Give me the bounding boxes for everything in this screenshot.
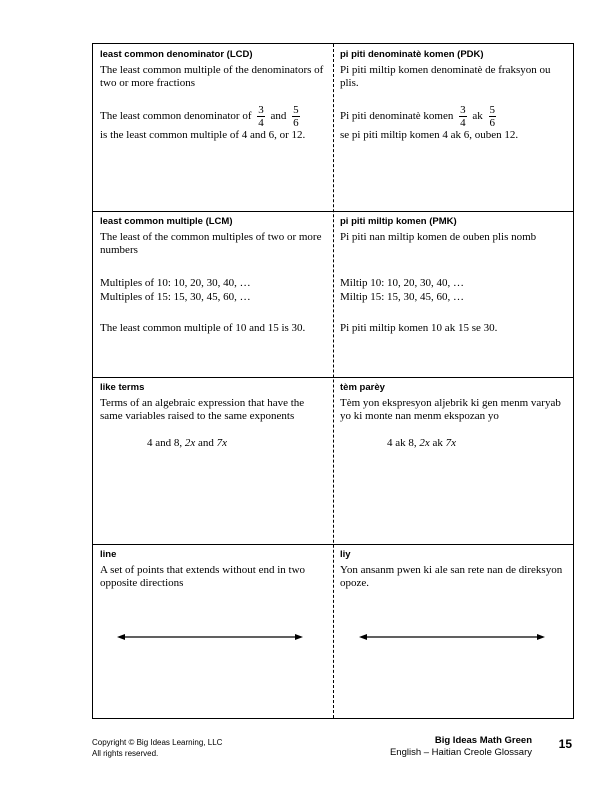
term-example — [100, 104, 326, 142]
fraction — [489, 104, 497, 129]
entry-lcm-creole — [333, 211, 575, 377]
fraction — [459, 104, 467, 129]
term-title: liy — [340, 549, 351, 560]
example-text: ak — [432, 437, 443, 449]
term-definition: The least common multiple of the denominators of two or more fractions — [100, 64, 324, 89]
denominator: 4 — [258, 117, 264, 129]
term-definition: Pi piti nan miltip komen de ouben plis nomb — [340, 231, 537, 243]
fraction — [257, 104, 265, 129]
entry-line-english — [93, 544, 333, 720]
example-variable: 2x — [419, 437, 430, 449]
entry-lcm-english — [93, 211, 333, 377]
example-text: se pi piti miltip komen 4 ak 6, ouben 12. — [340, 129, 519, 141]
entry-like-terms-english — [93, 377, 333, 544]
example-text: The least common denominator of — [100, 110, 252, 123]
example-line: Miltip 10: 10, 20, 30, 40, … — [340, 277, 465, 289]
example-line: Multiples of 15: 15, 30, 45, 60, … — [100, 291, 251, 303]
example-text: ak — [472, 110, 483, 123]
entry-like-terms-creole — [333, 377, 575, 544]
denominator: 6 — [489, 117, 495, 129]
term-title: like terms — [100, 382, 145, 393]
copyright-text: Copyright © Big Ideas Learning, LLC — [92, 738, 223, 747]
numerator: 3 — [460, 104, 466, 116]
term-definition: Tèm yon ekspresyon aljebrik ki gen menm varyab yo ki monte nan menm ekspozan yo — [340, 397, 561, 422]
term-title: pi piti miltip komen (PMK) — [340, 216, 457, 227]
term-title: least common denominator (LCD) — [100, 49, 253, 60]
example-line: The least common multiple of 10 and 15 is 30. — [100, 322, 306, 334]
term-title: pi piti denominatè komen (PDK) — [340, 49, 484, 60]
example-text: 4 and 8, — [147, 437, 183, 449]
glossary-table — [92, 43, 574, 719]
entry-line-creole — [333, 544, 575, 720]
example-line: Miltip 15: 15, 30, 45, 60, … — [340, 291, 465, 303]
term-definition: The least of the common multiples of two or more numbers — [100, 231, 322, 256]
line-arrow-icon — [117, 631, 303, 643]
denominator: 6 — [293, 117, 299, 129]
term-definition: Pi piti miltip komen denominatè de fraksyon ou plis. — [340, 64, 551, 89]
footer-copyright — [92, 737, 222, 759]
numerator: 3 — [258, 104, 264, 116]
example-line: Pi piti miltip komen 10 ak 15 se 30. — [340, 322, 498, 334]
page-number: 15 — [558, 737, 572, 751]
example-variable: 7x — [445, 437, 457, 449]
book-title: Big Ideas Math Green — [434, 735, 532, 746]
term-definition: Yon ansanm pwen ki ale san rete nan de direksyon opoze. — [340, 564, 563, 589]
term-title: tèm parèy — [340, 382, 385, 393]
example-line: Multiples of 10: 10, 20, 30, 40, … — [100, 277, 251, 289]
example-variable: 2x — [184, 437, 196, 449]
glossary-title: English – Haitian Creole Glossary — [389, 747, 532, 758]
numerator: 5 — [293, 104, 299, 116]
line-arrow-icon — [359, 631, 545, 643]
numerator: 5 — [489, 104, 495, 116]
denominator: 4 — [460, 117, 466, 129]
term-definition: Terms of an algebraic expression that have the same variables raised to the same exponents — [100, 397, 305, 422]
term-definition: A set of points that extends without end in two opposite directions — [100, 564, 306, 589]
example-text: Pi piti denominatè komen — [340, 110, 454, 123]
fraction — [292, 104, 300, 129]
term-example — [340, 437, 568, 450]
example-text: is the least common multiple of 4 and 6, or 12. — [100, 129, 306, 141]
rights-text: All rights reserved. — [92, 749, 159, 758]
example-text: and — [270, 110, 287, 123]
term-example — [100, 437, 326, 450]
entry-lcd-english — [93, 44, 333, 211]
term-title: least common multiple (LCM) — [100, 216, 233, 227]
entry-lcd-creole — [333, 44, 575, 211]
term-title: line — [100, 549, 117, 560]
example-variable: 7x — [216, 437, 228, 449]
term-example — [340, 104, 568, 142]
footer-book-info — [390, 735, 532, 759]
example-text: and — [198, 437, 214, 449]
example-text: 4 ak 8, — [387, 437, 417, 449]
